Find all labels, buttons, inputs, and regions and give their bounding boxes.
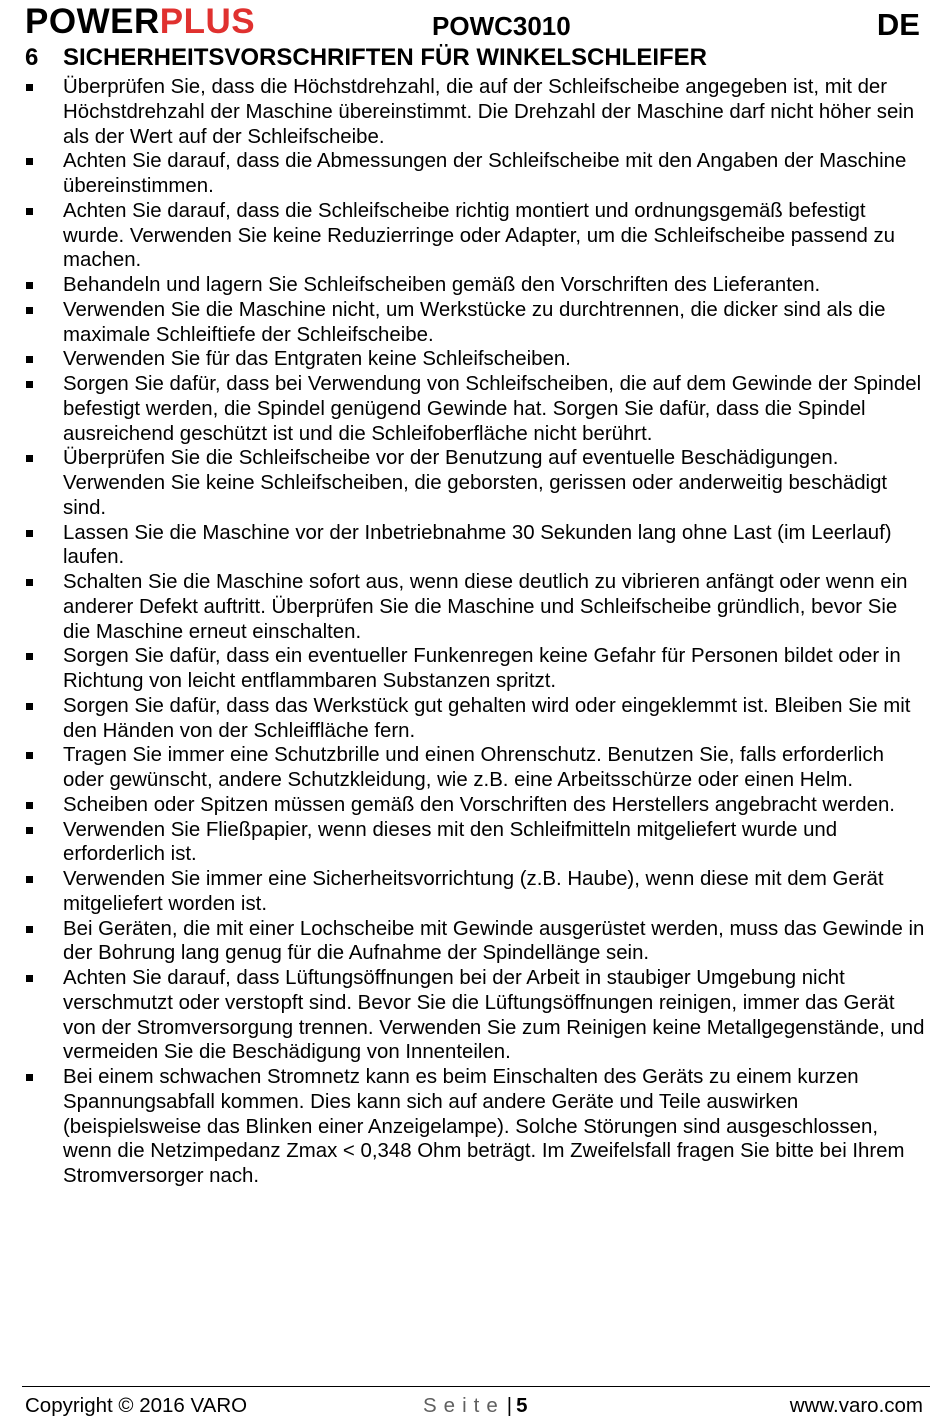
brand-logo bbox=[25, 4, 255, 40]
list-item-text: Verwenden Sie Fließpapier, wenn dieses mit den Schleifmitteln mitgeliefert wurde und erforderlich ist. bbox=[63, 818, 838, 866]
list-item bbox=[25, 298, 930, 348]
list-item bbox=[25, 694, 930, 744]
section-number: 6 bbox=[25, 44, 39, 71]
list-item bbox=[25, 75, 930, 149]
page-header bbox=[25, 0, 925, 44]
bullet-square-icon bbox=[26, 1074, 33, 1081]
page-separator: | bbox=[506, 1394, 513, 1417]
model-number: POWC3010 bbox=[432, 11, 571, 41]
list-item bbox=[25, 521, 930, 571]
list-item-text: Überprüfen Sie, dass die Höchstdrehzahl, die auf der Schleifscheibe angegeben ist, mit der Höchstdrehzahl der Maschine übereinstimmt. Die Drehzahl der Maschine darf nicht höher sein als der Wert auf der Schleifscheibe. bbox=[63, 76, 915, 148]
bullet-square-icon bbox=[26, 752, 33, 759]
bullet-square-icon bbox=[26, 455, 33, 462]
language-code: DE bbox=[876, 7, 920, 42]
bullet-square-icon bbox=[26, 307, 33, 314]
bullet-square-icon bbox=[26, 653, 33, 660]
list-item-text: Achten Sie darauf, dass die Abmessungen der Schleifscheibe mit den Angaben der Maschine übereinstimmen. bbox=[63, 150, 907, 197]
list-item-text: Lassen Sie die Maschine vor der Inbetriebnahme 30 Sekunden lang ohne Last (im Leerlauf) laufen. bbox=[63, 521, 892, 569]
list-item bbox=[25, 867, 930, 917]
list-item bbox=[25, 644, 930, 694]
list-item bbox=[25, 149, 930, 199]
list-item-text: Bei Geräten, die mit einer Lochscheibe mit Gewinde ausgerüstet werden, muss das Gewinde in der Bohrung lang genug für die Aufnahme der Spindellänge sein. bbox=[63, 917, 925, 965]
logo-text-plus: PLUS bbox=[159, 2, 256, 41]
list-item bbox=[25, 347, 930, 372]
list-item bbox=[25, 446, 930, 520]
list-item-text: Scheiben oder Spitzen müssen gemäß den Vorschriften des Herstellers angebracht werden. bbox=[63, 793, 895, 816]
list-item-text: Achten Sie darauf, dass die Schleifscheibe richtig montiert und ordnungsgemäß befestigt wurde. Verwenden Sie keine Reduzierringe oder Adapter, um die Schleifscheibe passend zu machen. bbox=[63, 199, 896, 272]
list-item-text: Achten Sie darauf, dass Lüftungsöffnungen bei der Arbeit in staubiger Umgebung nicht verschmutzt oder verstopft sind. Bevor Sie die Lüftungsöffnungen reinigen, immer das Gerät von der Stromversorgung trennen. Verwenden Sie zum Reinigen keine Metallgegenstände, und vermeiden Sie die Beschädigung von Innenteilen. bbox=[63, 967, 925, 1064]
safety-instructions-list bbox=[25, 75, 930, 1189]
list-item-text: Verwenden Sie die Maschine nicht, um Werkstücke zu durchtrennen, die dicker sind als die maximale Schleiftiefe der Schleifscheibe. bbox=[63, 298, 886, 346]
list-item-text: Überprüfen Sie die Schleifscheibe vor der Benutzung auf eventuelle Beschädigungen. Verwenden Sie keine Schleifscheiben, die geborsten, gerissen oder anderweitig beschädigt sind. bbox=[63, 447, 888, 519]
list-item-text: Verwenden Sie für das Entgraten keine Schleifscheiben. bbox=[63, 348, 571, 371]
bullet-square-icon bbox=[26, 876, 33, 883]
list-item bbox=[25, 570, 930, 644]
page-label: Seite bbox=[423, 1394, 505, 1417]
list-item bbox=[25, 273, 930, 298]
list-item bbox=[25, 1065, 930, 1189]
bullet-square-icon bbox=[26, 827, 33, 834]
page-number: 5 bbox=[516, 1394, 528, 1417]
list-item bbox=[25, 966, 930, 1065]
list-item-text: Schalten Sie die Maschine sofort aus, wenn diese deutlich zu vibrieren anfängt oder wenn ein anderer Defekt auftritt. Überprüfen Sie die Maschine und Schleifscheibe gründlich, bevor Sie die Maschine erneut einschalten. bbox=[63, 571, 908, 643]
bullet-square-icon bbox=[26, 84, 33, 91]
bullet-square-icon bbox=[26, 703, 33, 710]
bullet-square-icon bbox=[26, 282, 33, 289]
page-footer bbox=[25, 1392, 923, 1420]
footer-divider bbox=[22, 1386, 930, 1387]
bullet-square-icon bbox=[26, 381, 33, 388]
list-item-text: Bei einem schwachen Stromnetz kann es beim Einschalten des Geräts zu einem kurzen Spannungsabfall kommen. Dies kann sich auf andere Geräte und Teile auswirken (beispielsweise das Blinken einer Anzeigelampe). Solche Störungen sind ausgeschlossen, wenn die Netzimpedanz Zmax < 0,348 Ohm beträgt. Im Zweifelsfall fragen Sie bitte bei Ihrem Stromversorger nach. bbox=[63, 1066, 905, 1187]
bullet-square-icon bbox=[26, 975, 33, 982]
section-heading bbox=[25, 44, 707, 72]
list-item bbox=[25, 793, 930, 818]
list-item bbox=[25, 372, 930, 446]
bullet-square-icon bbox=[26, 926, 33, 933]
list-item-text: Tragen Sie immer eine Schutzbrille und einen Ohrenschutz. Benutzen Sie, falls erforderlich oder gewünscht, andere Schutzkleidung, wie z.B. eine Arbeitsschürze oder einen Helm. bbox=[63, 744, 884, 791]
list-item bbox=[25, 917, 930, 967]
bullet-square-icon bbox=[26, 208, 33, 215]
bullet-square-icon bbox=[26, 530, 33, 537]
list-item-text: Sorgen Sie dafür, dass bei Verwendung von Schleifscheiben, die auf dem Gewinde der Spindel befestigt werden, die Spindel genügend Gewinde hat. Sorgen Sie dafür, dass die Spindel ausreichend geschützt ist und die Schleifoberfläche nicht berührt. bbox=[63, 373, 922, 445]
list-item bbox=[25, 199, 930, 273]
list-item-text: Sorgen Sie dafür, dass ein eventueller Funkenregen keine Gefahr für Personen bildet oder in Richtung von leicht entflammbaren Substanzen spritzt. bbox=[63, 645, 901, 692]
list-item bbox=[25, 818, 930, 868]
list-item-text: Behandeln und lagern Sie Schleifscheiben gemäß den Vorschriften des Lieferanten. bbox=[63, 274, 821, 296]
logo-text-power: POWER bbox=[25, 2, 160, 41]
copyright-notice: Copyright © 2016 VARO bbox=[25, 1394, 248, 1417]
website-url: www.varo.com bbox=[789, 1394, 923, 1417]
bullet-square-icon bbox=[26, 158, 33, 165]
list-item bbox=[25, 743, 930, 793]
list-item-text: Verwenden Sie immer eine Sicherheitsvorrichtung (z.B. Haube), wenn diese mit dem Gerät mitgeliefert worden ist. bbox=[63, 868, 884, 915]
list-item-text: Sorgen Sie dafür, dass das Werkstück gut gehalten wird oder eingeklemmt ist. Bleiben Sie mit den Händen von der Schleiffläche fern. bbox=[63, 694, 911, 742]
bullet-square-icon bbox=[26, 802, 33, 809]
bullet-square-icon bbox=[26, 356, 33, 363]
bullet-square-icon bbox=[26, 579, 33, 586]
section-title: SICHERHEITSVORSCHRIFTEN FÜR WINKELSCHLEIFER bbox=[63, 44, 708, 71]
page-indicator bbox=[423, 1392, 527, 1420]
